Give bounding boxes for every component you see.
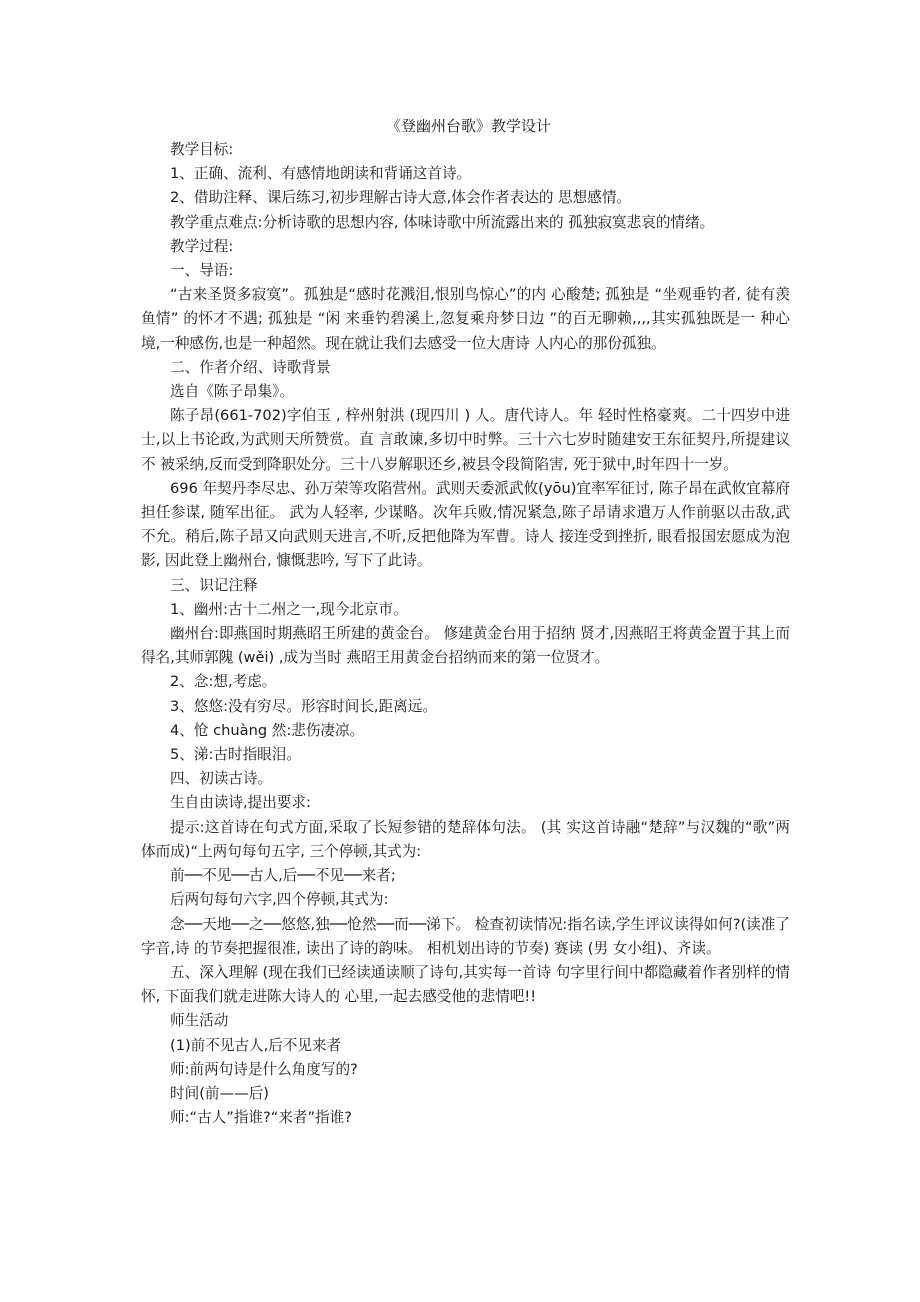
paragraph: 时间(前——后) — [170, 1084, 269, 1102]
paragraph: 念──天地──之──悠悠,独──怆然──而──涕下。 检查初读情况:指名读,学生评议读得如何?(读准了字音,诗 的节奏把握很准, 读出了诗的韵味。 相机划出诗的节奏) 赛读 (男 女小组)、齐读。 — [141, 915, 790, 957]
paragraph: 幽州台:即燕国时期燕昭王所建的黄金台。 修建黄金台用于招纳 贤才,因燕昭王将黄金置于其上而得名,其师郭隗 (wěi) ,成为当时 燕昭王用黄金台招纳而来的第一位贤才。 — [141, 625, 790, 667]
paragraph: 师:前两句诗是什么角度写的? — [170, 1060, 358, 1078]
paragraph: 教学重点难点:分析诗歌的思想内容, 体味诗歌中所流露出来的 孤独寂寞悲哀的情绪。 — [170, 213, 715, 231]
paragraph: 前──不见──古人,后──不见──来者; — [170, 867, 396, 885]
paragraph: 教学目标: — [170, 141, 234, 158]
paragraph: 生自由读诗,提出要求: — [170, 794, 311, 812]
paragraph: 4、怆 chuàng 然:悲伤凄凉。 — [170, 721, 365, 739]
paragraph: 五、深入理解 (现在我们已经读通读顺了诗句,其实每一首诗 句字里行间中都隐藏着作者别样的情怀, 下面我们就走进陈大诗人的 心里,一起去感受他的悲情吧!! — [141, 963, 790, 1006]
paragraph: 四、初读古诗。 — [170, 770, 273, 788]
document-body — [141, 138, 790, 1130]
paragraph: (1)前不见古人,后不见来者 — [170, 1036, 342, 1054]
paragraph: 陈子昂(661-702)字伯玉 , 梓州射洪 (现四川 ) 人。唐代诗人。年 轻时性格豪爽。二十四岁中进士,以上书论政,为武则天所赞赏。直 言敢谏,多切中时弊。三十六七岁时随建安王东征契丹,所提建议不 被采纳,反而受到降职处分。三十八岁解职还乡,被县令段简陷害, 死于狱中,时年四十一岁。 — [141, 407, 790, 473]
paragraph: “古来圣贤多寂寞”。孤独是“感时花溅泪,恨别鸟惊心”的内 心酸楚; 孤独是 “坐观垂钓者, 徒有羡鱼情” 的怀才不遇; 孤独是 “闲 来垂钓碧溪上,忽复乘舟梦日边 ”的百无聊赖,,,,其实孤独既是一 种心境,一种感伤,也是一种超然。现在就让我们去感受一位大唐诗 人内心的那份孤独。 — [141, 286, 790, 352]
paragraph: 3、悠悠:没有穷尽。形容时间长,距离远。 — [170, 697, 437, 715]
paragraph: 1、正确、流利、有感情地朗读和背诵这首诗。 — [170, 165, 472, 183]
paragraph: 三、识记注释 — [170, 576, 258, 594]
paragraph: 一、导语: — [170, 262, 234, 280]
paragraph: 2、念:想,考虑。 — [170, 673, 277, 691]
paragraph: 1、幽州:古十二州之一,现今北京市。 — [170, 600, 408, 618]
paragraph: 二、作者介绍、诗歌背景 — [170, 358, 331, 376]
paragraph: 选自《陈子昂集》。 — [170, 383, 295, 401]
paragraph: 师生活动 — [170, 1012, 229, 1030]
paragraph: 696 年契丹李尽忠、孙万荣等攻陷营州。武则天委派武攸(yōu)宜率军征讨, 陈子昂在武攸宜幕府担任参谋, 随军出征。 武为人轻率, 少谋略。次年兵败,情况紧急,陈子昂请求遣万人作前驱以击敌,武 不允。稍后,陈子昂又向武则天进言,不听,反把他降为军曹。诗人 接连受到挫折, 眼看报国宏愿成为泡影, 因此登上幽州台, 慷慨悲吟, 写下了此诗。 — [141, 479, 790, 570]
paragraph: 提示:这首诗在句式方面,采取了长短参错的楚辞体句法。 (其 实这首诗融“楚辞”与汉魏的“歌”两体而成)“上两句每句五字, 三个停顿,其式为: — [141, 818, 790, 860]
paragraph: 师:“古人”指谁?“来者”指谁? — [170, 1109, 352, 1127]
paragraph: 教学过程: — [170, 237, 234, 255]
paragraph: 5、涕:古时指眼泪。 — [170, 746, 301, 764]
document-title: 《登幽州台歌》教学设计 — [385, 117, 551, 135]
paragraph: 后两句每句六字,四个停顿,其式为: — [170, 891, 389, 909]
paragraph: 2、借助注释、课后练习,初步理解古诗大意,体会作者表达的 思想感情。 — [170, 189, 632, 207]
